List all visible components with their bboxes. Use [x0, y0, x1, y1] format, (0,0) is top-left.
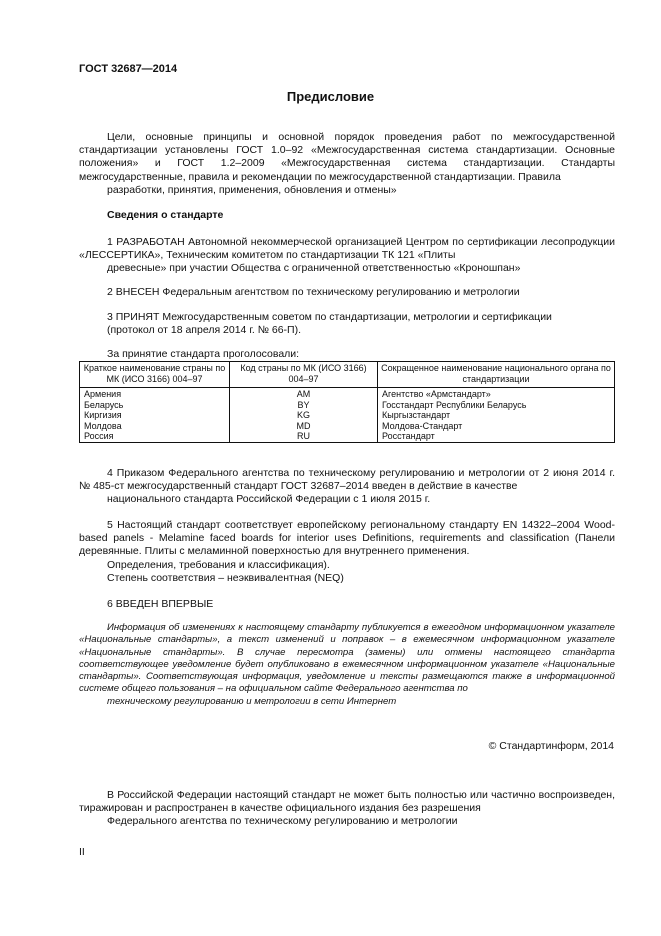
- item-1-last-line: древесные» при участии Общества с ограниченной ответственностью «Кроношпан»: [107, 262, 521, 275]
- country-cell: Россия: [80, 431, 230, 442]
- page-title: Предисловие: [286, 89, 375, 104]
- item-6-paragraph: [79, 598, 615, 611]
- country-cell: Беларусь: [80, 400, 230, 411]
- countries-table: [79, 361, 615, 443]
- body-cell: Росстандарт: [378, 431, 615, 442]
- item-2-paragraph: [79, 286, 615, 299]
- country-cell: Молдова: [80, 421, 230, 432]
- rights-last-line: Федерального агентства по техническому регулированию и метрологии: [107, 815, 458, 828]
- code-cell: RU: [230, 431, 378, 442]
- table-row: [80, 410, 615, 421]
- item-5-paragraph: [79, 519, 615, 585]
- code-cell: KG: [230, 410, 378, 421]
- section-heading: Сведения о стандарте: [107, 209, 224, 221]
- notice-paragraph: [79, 622, 615, 708]
- body-cell: Госстандарт Республики Беларусь: [378, 400, 615, 411]
- body-cell: Молдова-Стандарт: [378, 421, 615, 432]
- vote-caption-text: За принятие стандарта проголосовали:: [107, 348, 300, 360]
- item-3-last-line: (протокол от 18 апреля 2014 г. № 66-П).: [107, 324, 302, 337]
- table-header-cell: Сокращенное наименование национального органа по стандартизации: [378, 362, 615, 388]
- page-number: II: [79, 846, 85, 858]
- table-header-cell: Краткое наименование страны по МК (ИСО 3166) 004–97: [80, 362, 230, 388]
- document-code-header: ГОСТ 32687—2014: [79, 63, 178, 75]
- notice-last-line: техническому регулированию и метрологии в сети Интернет: [107, 695, 397, 707]
- table-header-row: [80, 362, 615, 388]
- item-5-text: 5 Настоящий стандарт соответствует европейскому региональному стандарту EN 14322–2004 Wood-based panels - Melamine faced boards for interior uses Definitions, requirements and classification (Панели деревянные. Плиты с меламинной поверхностью для внутреннего применения.: [79, 519, 615, 558]
- item-5-degree: Степень соответствия – неэквивалентная (NEQ): [107, 571, 344, 584]
- item-6-line: 6 ВВЕДЕН ВПЕРВЫЕ: [107, 598, 214, 610]
- table-row: [80, 421, 615, 432]
- item-4-last-line: национального стандарта Российской Федерации с 1 июля 2015 г.: [107, 493, 431, 506]
- code-cell: AM: [230, 388, 378, 400]
- item-2-line: 2 ВНЕСЕН Федеральным агентством по техническому регулированию и метрологии: [107, 286, 520, 298]
- country-cell: Киргизия: [80, 410, 230, 421]
- intro-paragraph: [79, 131, 615, 197]
- copyright-line: © Стандартинформ, 2014: [488, 740, 614, 752]
- rights-text: В Российской Федерации настоящий стандарт не может быть полностью или частично воспроизведен, тиражирован и распространен в качестве официального издания без разрешения: [79, 789, 615, 815]
- notice-text: Информация об изменениях к настоящему стандарту публикуется в ежегодном информационном указателе «Национальные стандарты», а текст изменений и поправок – в ежемесячном информационном указателе «Национальные стандарты». В случае пересмотра (замены) или отмены настоящего стандарта соответствующее уведомление будет опубликовано в ежемесячном информационном указателе «Национальные стандарты». Соответствующая информация, уведомление и тексты размещаются также в информационной системе общего пользования – на официальном сайте Федерального агентства по: [79, 622, 615, 695]
- body-cell: Кыргызстандарт: [378, 410, 615, 421]
- code-cell: MD: [230, 421, 378, 432]
- item-5-last-line: Определения, требования и классификация).: [107, 558, 330, 571]
- item-3-paragraph: [79, 311, 615, 337]
- intro-text: Цели, основные принципы и основной порядок проведения работ по межгосударственной стандартизации установлены ГОСТ 1.0–92 «Межгосударственная система стандартизации. Основные положения» и ГОСТ 1.2–2009 «Межгосударственная система стандартизации. Стандарты межгосударственные, правила и рекомендации по межгосударственной стандартизации. Правила: [79, 131, 615, 183]
- item-1-paragraph: [79, 236, 615, 276]
- item-4-paragraph: [79, 467, 615, 507]
- item-4-text: 4 Приказом Федерального агентства по техническому регулированию и метрологии от 2 июня 2014 г. № 485-ст межгосударственный стандарт ГОСТ 32687–2014 введен в действие в качестве: [79, 467, 615, 493]
- body-cell: Агентство «Армстандарт»: [378, 388, 615, 400]
- country-cell: Армения: [80, 388, 230, 400]
- item-3-text: 3 ПРИНЯТ Межгосударственным советом по стандартизации, метрологии и сертификации: [107, 311, 552, 323]
- table-row: [80, 431, 615, 442]
- item-1-text: 1 РАЗРАБОТАН Автономной некоммерческой организацией Центром по сертификации лесопродукции «ЛЕССЕРТИКА», Техническим комитетом по стандартизации ТК 121 «Плиты: [79, 236, 615, 262]
- intro-last-line: разработки, принятия, применения, обновления и отмены»: [107, 183, 397, 196]
- table-row: [80, 400, 615, 411]
- table-header-cell: Код страны по МК (ИСО 3166) 004–97: [230, 362, 378, 388]
- vote-caption: [79, 348, 615, 361]
- code-cell: BY: [230, 400, 378, 411]
- rights-paragraph: [79, 789, 615, 829]
- table-row: [80, 388, 615, 400]
